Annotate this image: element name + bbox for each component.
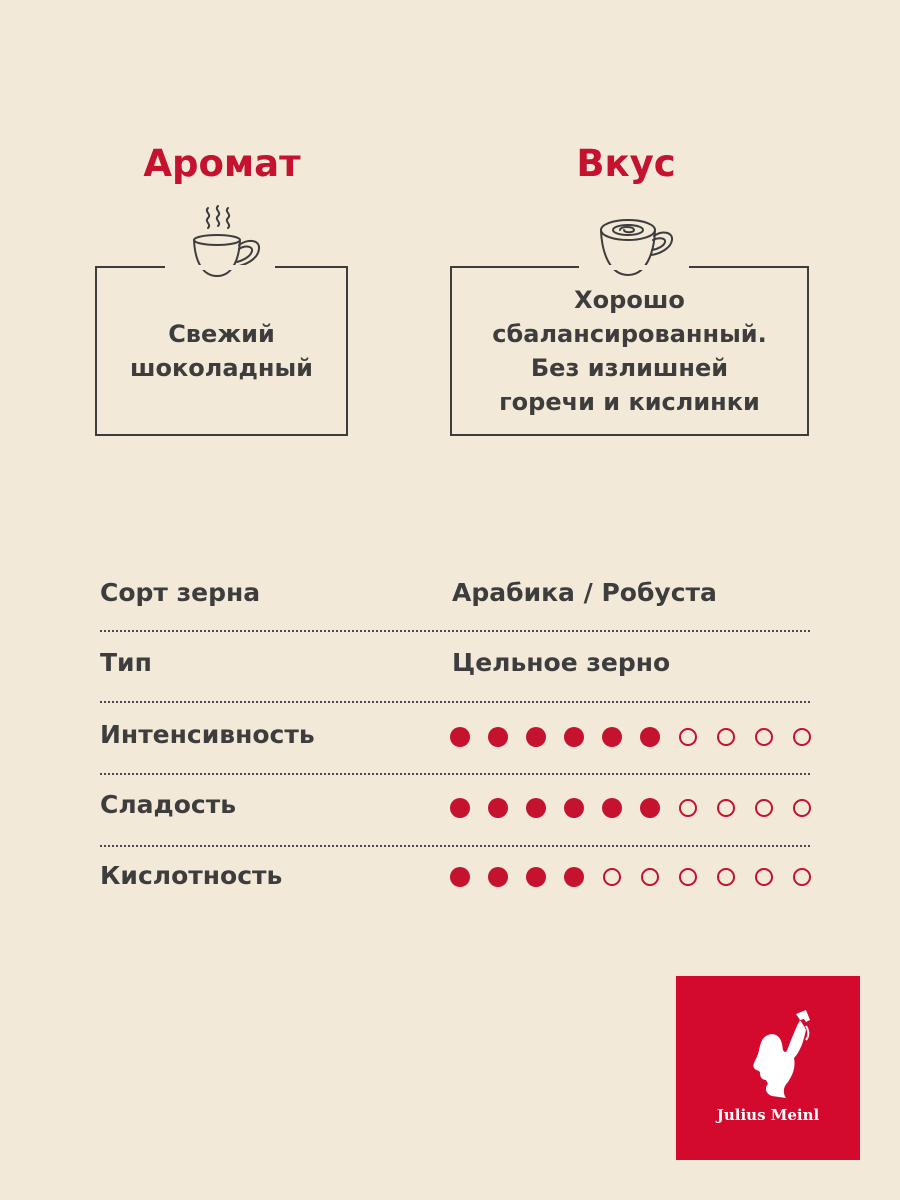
spec-label-type: Тип (100, 648, 152, 677)
rating-dot-empty (717, 728, 735, 746)
brand-name: Julius Meinl (716, 1106, 820, 1124)
aroma-card (95, 266, 348, 436)
rating-dot-empty (793, 868, 811, 886)
aroma-heading: Аромат (143, 142, 301, 185)
spec-value-type: Цельное зерно (452, 648, 671, 677)
julius-meinl-boy-logo-icon (736, 1006, 816, 1106)
rating-dot-filled (640, 798, 660, 818)
rating-dot-empty (755, 799, 773, 817)
rating-dot-filled (488, 867, 508, 887)
divider (100, 773, 810, 775)
rating-dot-empty (793, 799, 811, 817)
rating-dot-filled (602, 727, 622, 747)
rating-dot-filled (526, 727, 546, 747)
rating-dot-filled (602, 798, 622, 818)
rating-dot-filled (450, 727, 470, 747)
rating-dot-filled (564, 867, 584, 887)
rating-dot-empty (717, 799, 735, 817)
rating-dot-empty (793, 728, 811, 746)
intensity-rating (450, 727, 820, 749)
rating-dot-filled (488, 727, 508, 747)
rating-dot-filled (488, 798, 508, 818)
spec-label-sweetness: Сладость (100, 790, 237, 819)
spec-label-bean: Сорт зерна (100, 578, 261, 607)
taste-card (450, 266, 809, 436)
brand-logo (676, 976, 860, 1160)
rating-dot-empty (641, 868, 659, 886)
rating-dot-filled (564, 727, 584, 747)
divider (100, 845, 810, 847)
rating-dot-filled (640, 727, 660, 747)
sweetness-rating (450, 798, 820, 820)
spec-value-bean: Арабика / Робуста (452, 578, 717, 607)
rating-dot-filled (450, 798, 470, 818)
spec-label-intensity: Интенсивность (100, 720, 315, 749)
rating-dot-empty (679, 728, 697, 746)
taste-heading: Вкус (576, 142, 676, 185)
taste-description: Хорошо сбалансированный. Без излишней горечи и кислинки (492, 286, 767, 416)
acidity-rating (450, 867, 820, 889)
divider (100, 701, 810, 703)
rating-dot-empty (717, 868, 735, 886)
rating-dot-filled (526, 867, 546, 887)
rating-dot-filled (526, 798, 546, 818)
aroma-description: Свежий шоколадный (129, 320, 313, 382)
rating-dot-filled (450, 867, 470, 887)
rating-dot-empty (755, 868, 773, 886)
rating-dot-empty (679, 799, 697, 817)
rating-dot-empty (755, 728, 773, 746)
spec-label-acidity: Кислотность (100, 861, 283, 890)
divider (100, 630, 810, 632)
rating-dot-empty (603, 868, 621, 886)
rating-dot-filled (564, 798, 584, 818)
rating-dot-empty (679, 868, 697, 886)
